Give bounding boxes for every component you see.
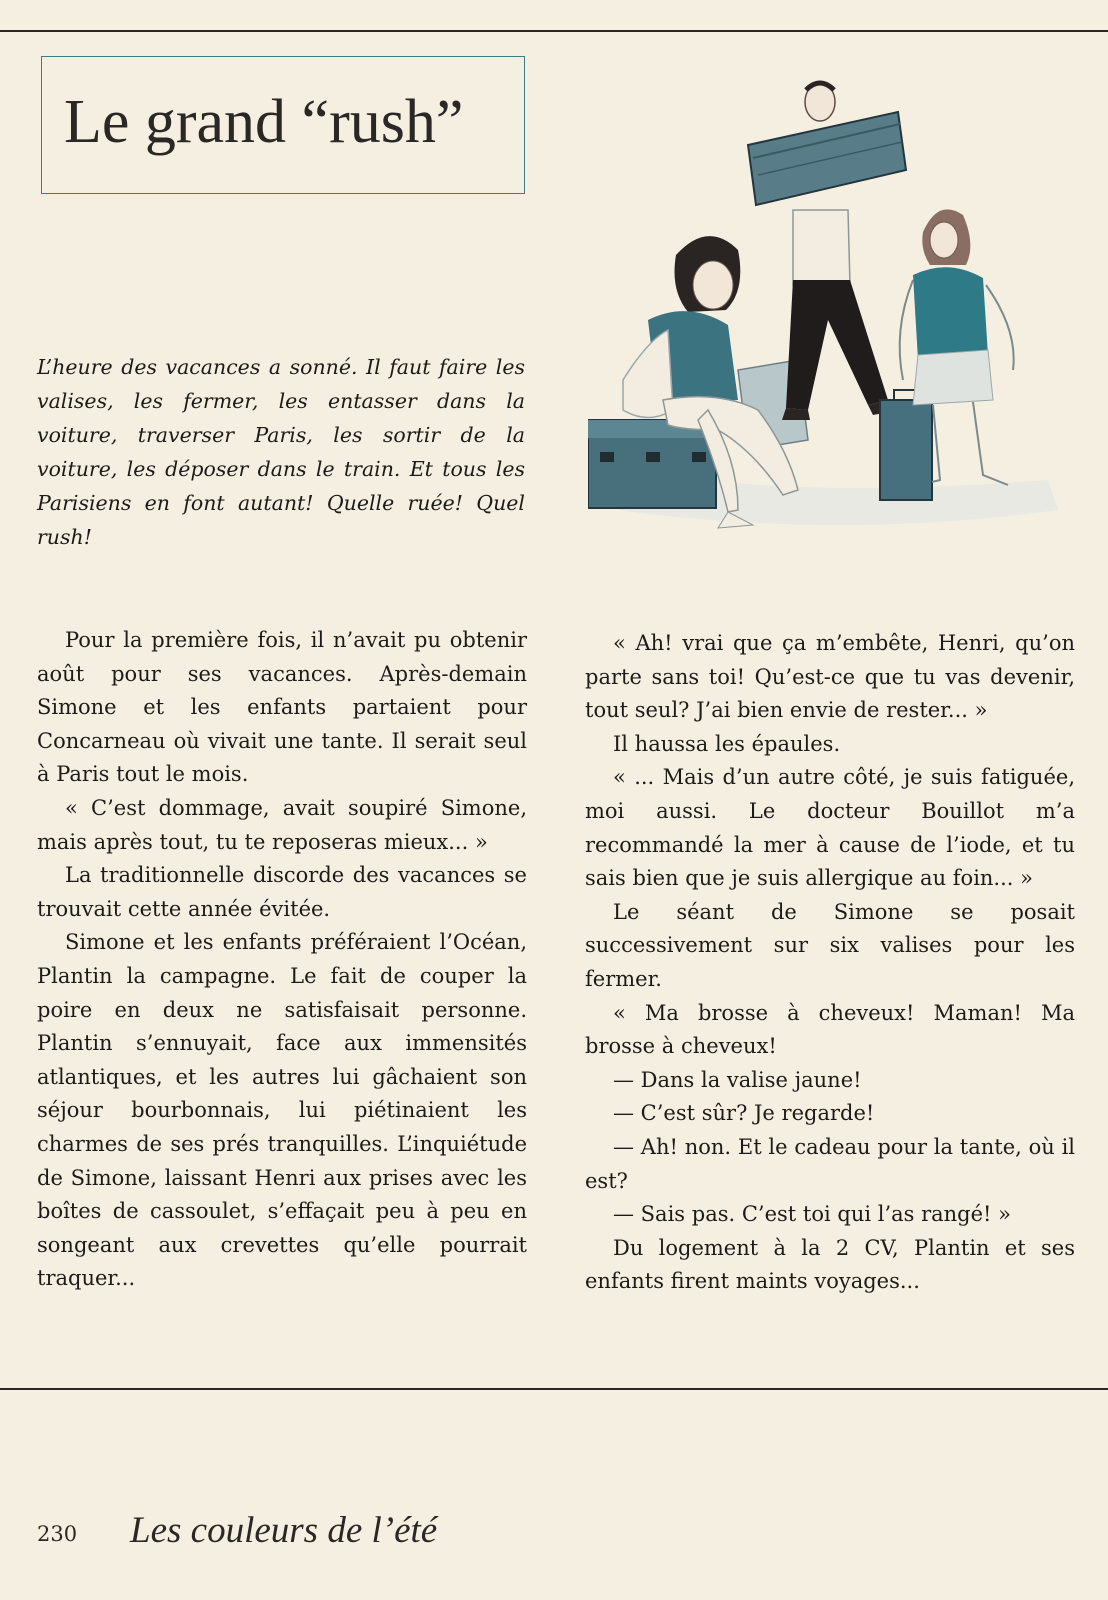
paragraph: — C’est sûr? Je regarde! <box>613 1101 875 1126</box>
paragraph: « ... Mais d’un autre côté, je suis fatiguée, moi aussi. Le docteur Bouillot m’a recommandé la mer à cause de l’iode, et tu sais bien que je suis allergique au foin... » <box>585 765 1075 891</box>
intro-paragraph: L’heure des vacances a sonné. Il faut faire les valises, les fermer, les entasser dans la voiture, traverser Paris, les sortir de la voiture, les déposer dans le train. Et tous les Parisiens en font autant! Quelle ruée! Quel rush! <box>37 355 525 549</box>
text-column-left <box>37 624 527 1296</box>
paragraph: — Sais pas. C’est toi qui l’as rangé! » <box>613 1202 1012 1227</box>
paragraph: — Dans la valise jaune! <box>613 1067 862 1092</box>
paragraph: Le séant de Simone se posait successivement sur six valises pour les fermer. <box>585 899 1075 991</box>
article-title: Le grand “rush” <box>64 88 464 156</box>
paragraph: Simone et les enfants préféraient l’Océan, Plantin la campagne. Le fait de couper la poire en deux ne satisfaisait personne. Plantin s’ennuyait, face aux immensités atlantiques, et les autres lui gâchaient son séjour bourbonnais, lui piétinaient les charmes de ses prés tranquilles. L’inquiétude de Simone, laissant Henri aux prises avec les boîtes de cassoulet, s’effaçait peu à peu en songeant aux crevettes qu’elle pourrait traquer... <box>37 930 527 1291</box>
paragraph: — Ah! non. Et le cadeau pour la tante, où il est? <box>585 1134 1075 1193</box>
title-box <box>41 56 525 194</box>
paragraph: Pour la première fois, il n’avait pu obtenir août pour ses vacances. Après-demain Simone et les enfants partaient pour Concarneau où vivait une tante. Il serait seul à Paris tout le mois. <box>37 628 527 787</box>
paragraph: « Ah! vrai que ça m’embête, Henri, qu’on parte sans toi! Qu’est-ce que tu vas devenir, tout seul? J’ai bien envie de rester... » <box>585 631 1075 723</box>
paragraph: La traditionnelle discorde des vacances se trouvait cette année évitée. <box>37 863 527 921</box>
paragraph: Il haussa les épaules. <box>613 731 841 756</box>
paragraph: Du logement à la 2 CV, Plantin et ses enfants firent maints voyages... <box>585 1235 1075 1294</box>
page-number: 230 <box>37 1522 78 1546</box>
running-section-title: Les couleurs de l’été <box>130 1510 438 1551</box>
suitcase-standing-icon <box>880 390 932 500</box>
top-rule <box>0 30 1108 32</box>
paragraph: « C’est dommage, avait soupiré Simone, mais après tout, tu te reposeras mieux... » <box>37 795 527 854</box>
family-packing-illustration <box>588 80 1078 560</box>
trunk-left-icon <box>588 420 716 508</box>
paragraph: « Ma brosse à cheveux! Maman! Ma brosse à cheveux! <box>585 1000 1075 1059</box>
bottom-rule <box>0 1388 1108 1390</box>
text-column-right <box>585 627 1075 1299</box>
